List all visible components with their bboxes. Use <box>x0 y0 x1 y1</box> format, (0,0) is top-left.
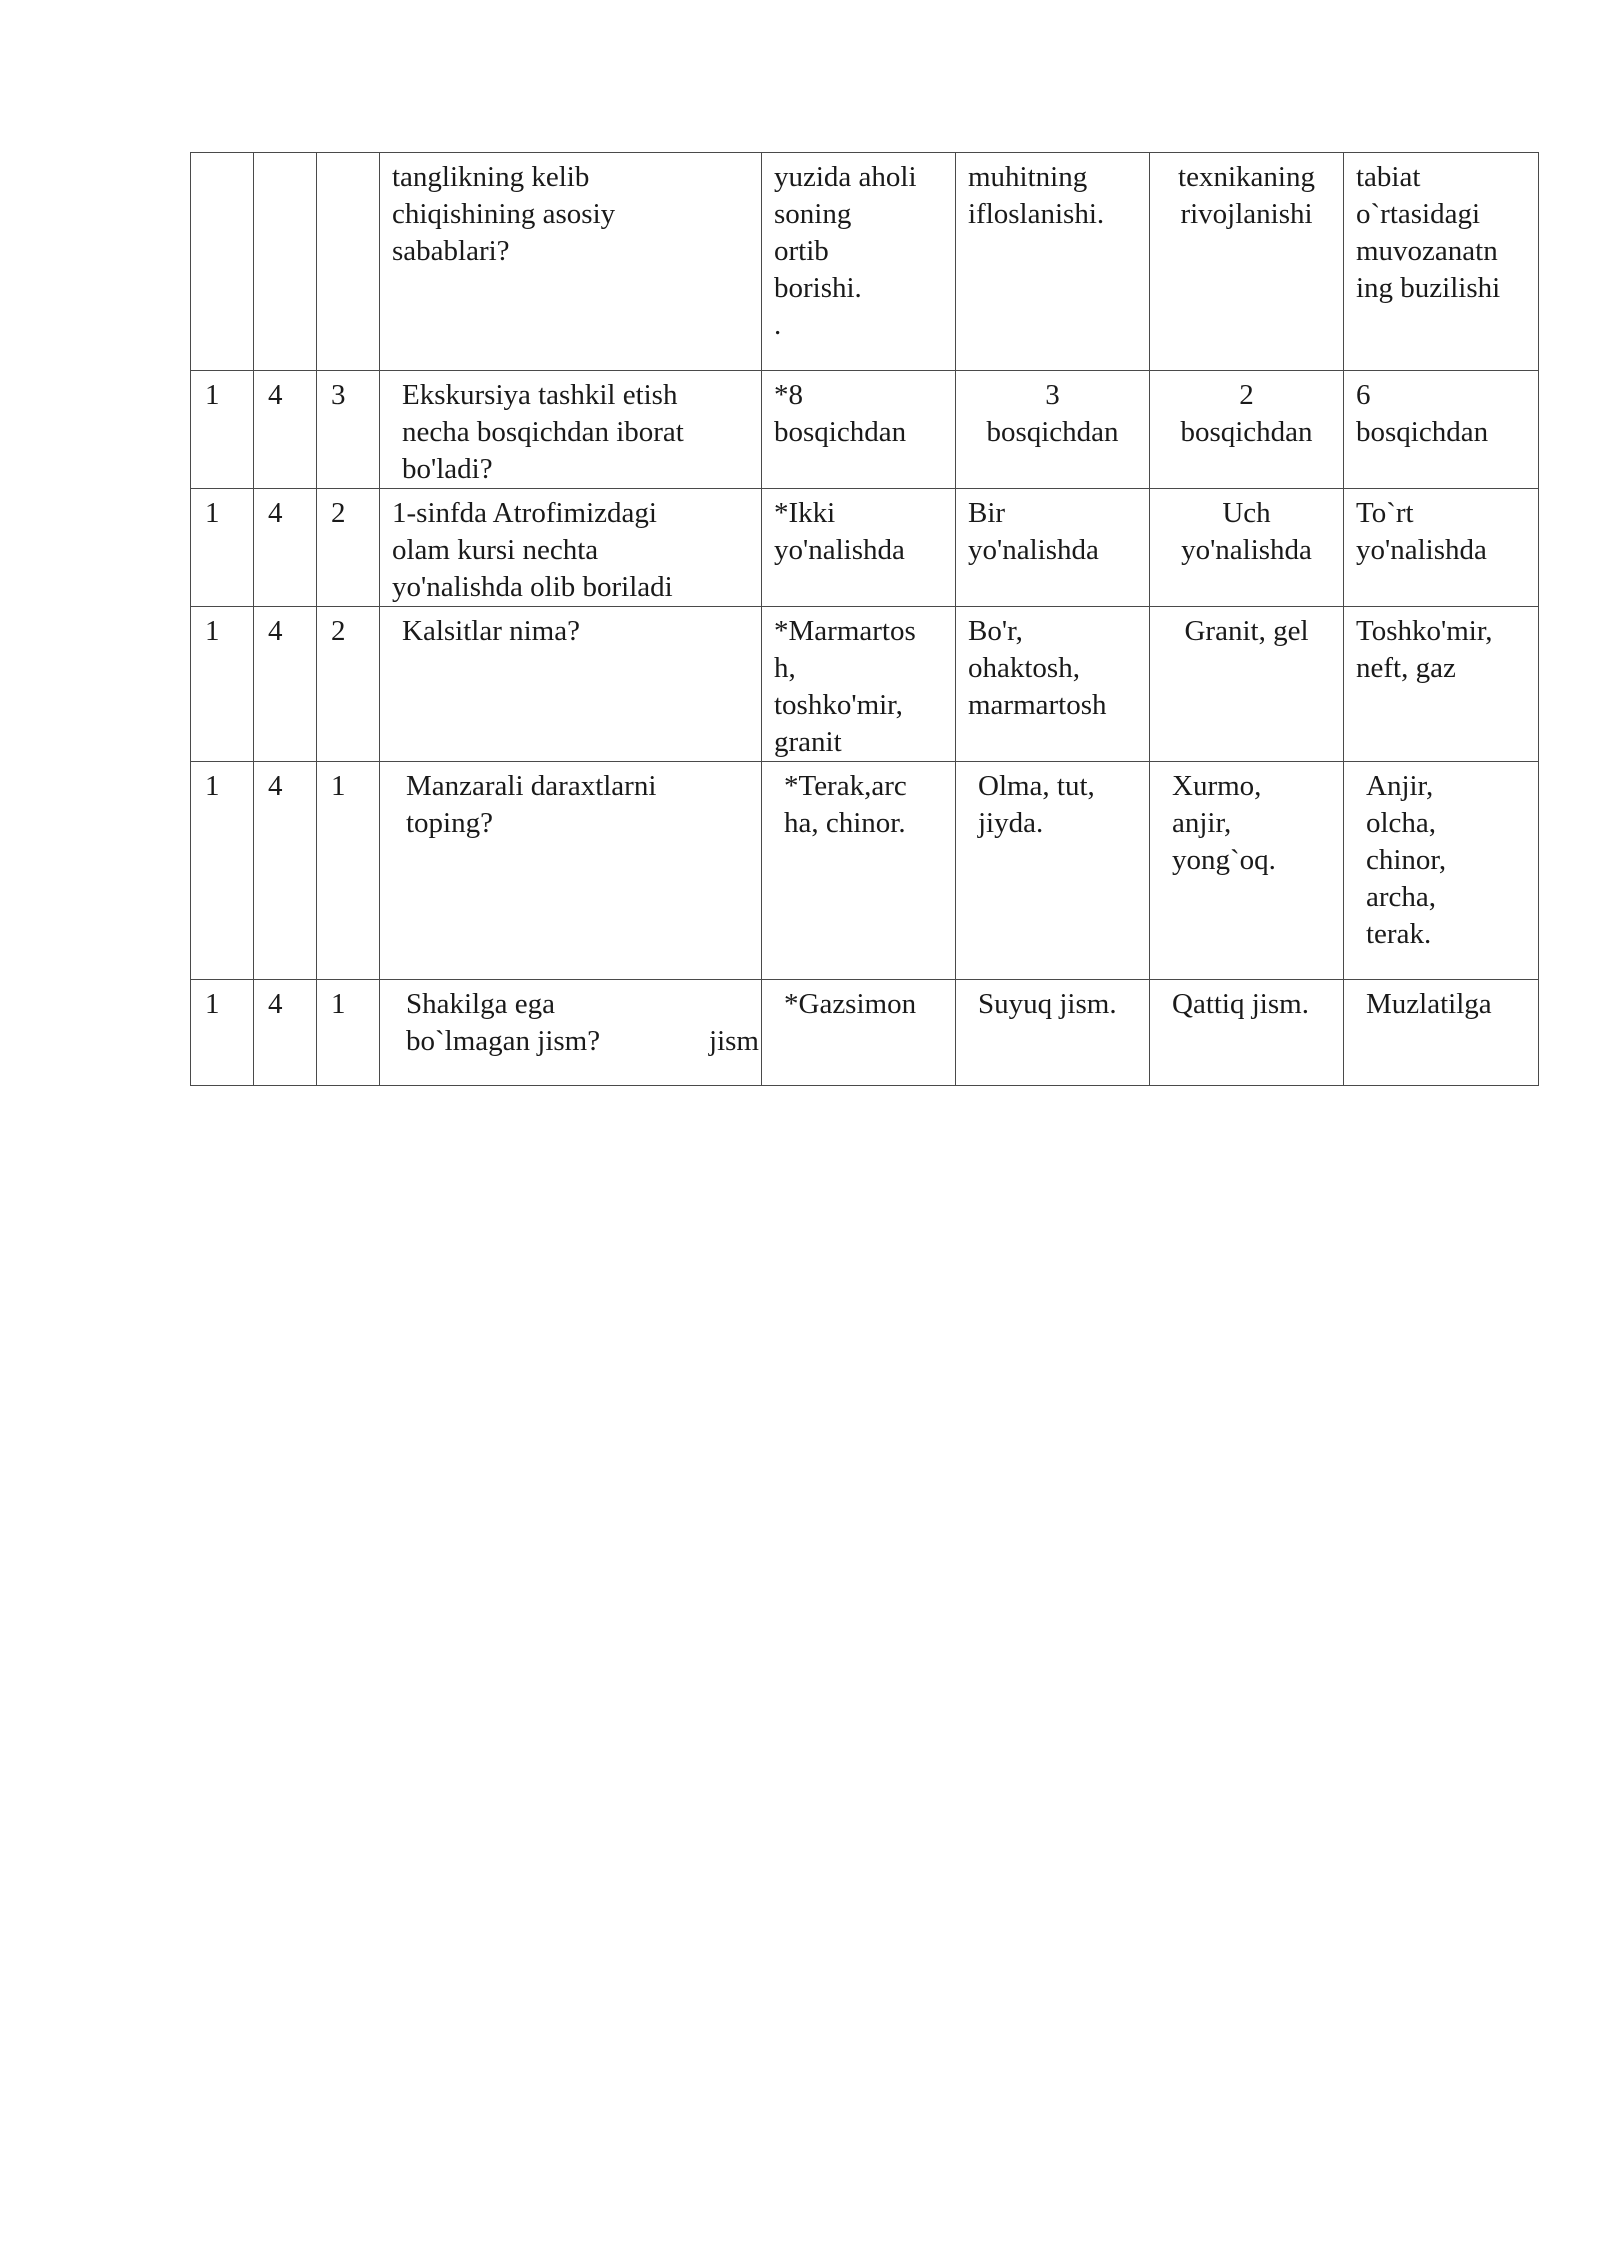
cell-question <box>380 980 762 1086</box>
cell-c3: 1 <box>317 980 380 1086</box>
cell-c3: 3 <box>317 371 380 489</box>
cell-c2: 4 <box>254 489 317 607</box>
cell-c1 <box>191 153 254 371</box>
cell-c2: 4 <box>254 762 317 980</box>
cell-c3: 2 <box>317 489 380 607</box>
question-tail-text: jism <box>709 1025 759 1057</box>
cell-question: 1-sinfda Atrofimizdagi olam kursi nechta yo'nalishda olib boriladi <box>380 489 762 607</box>
cell-answer-1: *Marmartos h, toshko'mir, granit <box>762 607 956 762</box>
cell-answer-1: *Gazsimon <box>762 980 956 1086</box>
table-row <box>191 980 1539 1086</box>
cell-c2: 4 <box>254 371 317 489</box>
cell-c2 <box>254 153 317 371</box>
cell-question: Kalsitlar nima? <box>380 607 762 762</box>
cell-answer-2: 3 bosqichdan <box>956 371 1150 489</box>
cell-answer-4: Muzlatilga <box>1344 980 1539 1086</box>
cell-answer-2: muhitning ifloslanishi. <box>956 153 1150 371</box>
cell-answer-3: Xurmo, anjir, yong`oq. <box>1150 762 1344 980</box>
table-row <box>191 371 1539 489</box>
cell-answer-4: Toshko'mir, neft, gaz <box>1344 607 1539 762</box>
cell-c1: 1 <box>191 980 254 1086</box>
cell-answer-2: Bo'r, ohaktosh, marmartosh <box>956 607 1150 762</box>
cell-answer-2: Suyuq jism. <box>956 980 1150 1086</box>
cell-answer-2: Bir yo'nalishda <box>956 489 1150 607</box>
cell-c2: 4 <box>254 607 317 762</box>
cell-answer-4: Anjir, olcha, chinor, archa, terak. <box>1344 762 1539 980</box>
cell-question: Manzarali daraxtlarni toping? <box>380 762 762 980</box>
cell-question: Ekskursiya tashkil etish necha bosqichdan iborat bo'ladi? <box>380 371 762 489</box>
cell-answer-1: *Ikki yo'nalishda <box>762 489 956 607</box>
cell-c1: 1 <box>191 371 254 489</box>
cell-answer-3: Uch yo'nalishda <box>1150 489 1344 607</box>
cell-c3: 1 <box>317 762 380 980</box>
cell-question: tanglikning kelib chiqishining asosiy sabablari? <box>380 153 762 371</box>
table-row <box>191 153 1539 371</box>
cell-c1: 1 <box>191 607 254 762</box>
table-row <box>191 607 1539 762</box>
cell-answer-1: *8 bosqichdan <box>762 371 956 489</box>
table-row <box>191 489 1539 607</box>
cell-answer-3: Granit, gel <box>1150 607 1344 762</box>
cell-answer-3: texnikaning rivojlanishi <box>1150 153 1344 371</box>
cell-c1: 1 <box>191 489 254 607</box>
cell-answer-2: Olma, tut, jiyda. <box>956 762 1150 980</box>
cell-answer-3: Qattiq jism. <box>1150 980 1344 1086</box>
cell-answer-1: yuzida aholi soning ortib borishi. . <box>762 153 956 371</box>
cell-answer-3: 2 bosqichdan <box>1150 371 1344 489</box>
question-text: Shakilga ega bo`lmagan jism? <box>406 988 601 1057</box>
cell-c3: 2 <box>317 607 380 762</box>
cell-c3 <box>317 153 380 371</box>
quiz-table <box>190 152 1539 1086</box>
cell-answer-4: tabiat o`rtasidagi muvozanatn ing buzilishi <box>1344 153 1539 371</box>
cell-c1: 1 <box>191 762 254 980</box>
table-row <box>191 762 1539 980</box>
cell-answer-4: To`rt yo'nalishda <box>1344 489 1539 607</box>
cell-c2: 4 <box>254 980 317 1086</box>
cell-answer-1: *Terak,arc ha, chinor. <box>762 762 956 980</box>
cell-answer-4: 6 bosqichdan <box>1344 371 1539 489</box>
